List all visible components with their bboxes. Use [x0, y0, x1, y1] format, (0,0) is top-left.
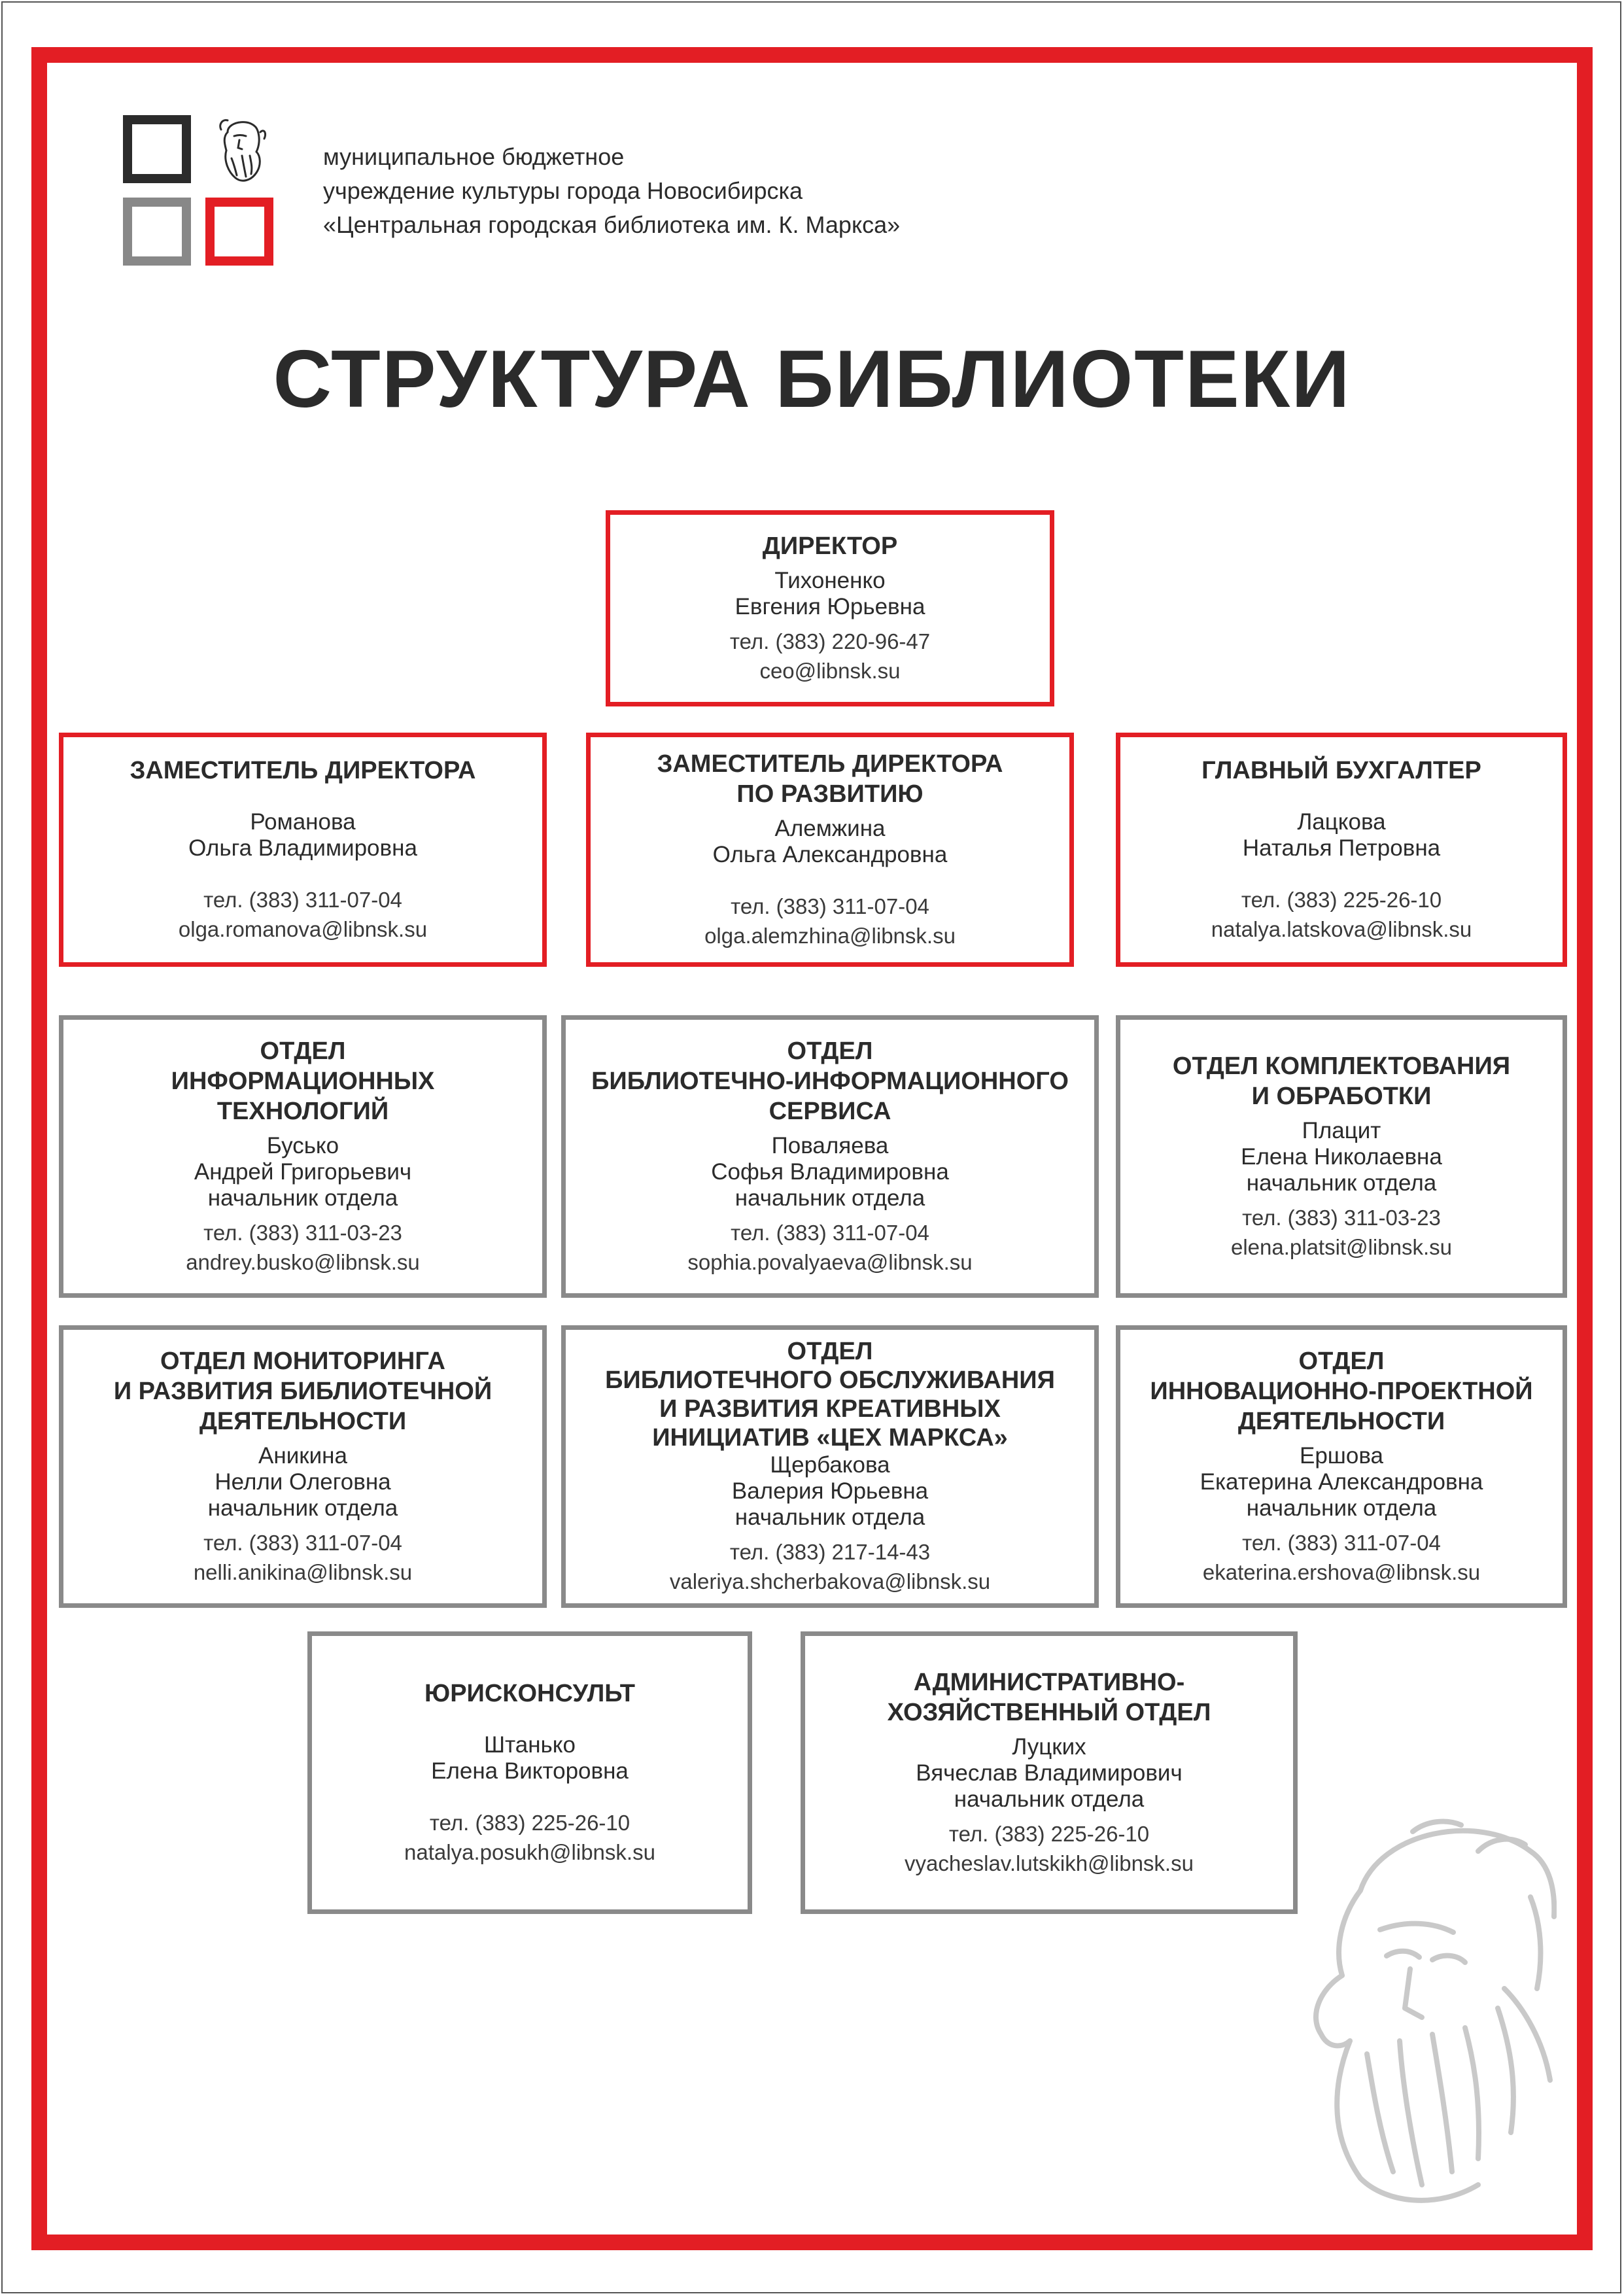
email-link[interactable]: olga.romanova@libnsk.su	[178, 917, 428, 941]
box-title: ПО РАЗВИТИЮ	[736, 780, 924, 808]
person-name: Елена Викторовна	[431, 1758, 629, 1784]
box-title: ДЕЯТЕЛЬНОСТИ	[199, 1408, 407, 1435]
page-title: СТРУКТУРА БИБЛИОТЕКИ	[273, 334, 1351, 425]
box-title: ОТДЕЛ МОНИТОРИНГА	[160, 1348, 445, 1375]
person-surname: Ершова	[1299, 1443, 1384, 1469]
person-surname: Алемжина	[774, 816, 886, 841]
phone: тел. (383) 217-14-43	[729, 1540, 931, 1564]
person-name: Наталья Петровна	[1242, 835, 1441, 861]
box-title: ОТДЕЛ	[787, 1338, 873, 1365]
phone: тел. (383) 311-07-04	[731, 894, 929, 918]
email-link[interactable]: nelli.anikina@libnsk.su	[193, 1560, 413, 1584]
person-name: Ольга Владимировна	[188, 835, 417, 861]
person-name: Ольга Александровна	[712, 842, 948, 867]
person-position: начальник отдела	[734, 1185, 925, 1211]
email-link[interactable]: natalya.posukh@libnsk.su	[404, 1840, 655, 1864]
box-title: ГЛАВНЫЙ БУХГАЛТЕР	[1201, 757, 1481, 784]
it-department-box	[59, 1015, 547, 1298]
person-position: начальник отдела	[734, 1505, 925, 1530]
logo-square-dark	[123, 115, 191, 183]
person-surname: Луцких	[1012, 1734, 1086, 1760]
box-title: ОТДЕЛ	[787, 1037, 873, 1065]
person-surname: Лацкова	[1297, 809, 1386, 835]
person-surname: Щербакова	[770, 1452, 890, 1478]
person-position: начальник отдела	[954, 1786, 1145, 1812]
person-name: Софья Владимировна	[711, 1159, 949, 1185]
phone: тел. (383) 311-07-04	[731, 1221, 929, 1245]
org-line-2: учреждение культуры города Новосибирска	[323, 177, 803, 204]
marx-portrait-decoration-icon	[1282, 1792, 1557, 2211]
person-position: начальник отдела	[207, 1495, 398, 1521]
box-title: ИНИЦИАТИВ «ЦЕХ МАРКСА»	[652, 1424, 1008, 1452]
person-surname: Тихоненко	[774, 568, 886, 593]
email-link[interactable]: olga.alemzhina@libnsk.su	[704, 924, 956, 948]
person-name: Вячеслав Владимирович	[916, 1760, 1183, 1786]
box-title: И ОБРАБОТКИ	[1251, 1083, 1432, 1110]
box-title: ХОЗЯЙСТВЕННЫЙ ОТДЕЛ	[887, 1699, 1211, 1726]
email-link[interactable]: andrey.busko@libnsk.su	[186, 1250, 420, 1274]
phone: тел. (383) 311-07-04	[1242, 1531, 1441, 1555]
email-link[interactable]: natalya.latskova@libnsk.su	[1211, 917, 1472, 941]
administrative-department-box	[801, 1631, 1298, 1914]
innovation-department-box	[1116, 1325, 1567, 1608]
phone: тел. (383) 311-03-23	[1242, 1206, 1441, 1230]
phone: тел. (383) 220-96-47	[729, 629, 931, 653]
phone: тел. (383) 225-26-10	[429, 1811, 631, 1835]
person-position: начальник отдела	[1246, 1170, 1437, 1196]
org-line-3: «Центральная городская библиотека им. К. Маркса»	[323, 211, 901, 238]
box-title: ДИРЕКТОР	[762, 532, 898, 560]
person-surname: Бусько	[266, 1133, 339, 1158]
box-title: ЮРИСКОНСУЛЬТ	[424, 1680, 635, 1707]
person-surname: Поваляева	[771, 1133, 889, 1158]
legal-counsel-box	[307, 1631, 752, 1914]
email-link[interactable]: valeriya.shcherbakova@libnsk.su	[669, 1569, 991, 1593]
monitoring-department-box	[59, 1325, 547, 1608]
person-name: Елена Николаевна	[1241, 1144, 1442, 1170]
chief-accountant-box	[1116, 733, 1567, 967]
phone: тел. (383) 311-07-04	[203, 1531, 402, 1555]
phone: тел. (383) 311-03-23	[203, 1221, 402, 1245]
email-link[interactable]: sophia.povalyaeva@libnsk.su	[687, 1250, 973, 1274]
email-link[interactable]: ekaterina.ershova@libnsk.su	[1202, 1560, 1481, 1584]
person-name: Нелли Олеговна	[215, 1469, 391, 1495]
phone: тел. (383) 225-26-10	[1241, 888, 1442, 912]
person-name: Валерия Юрьевна	[731, 1478, 929, 1504]
logo-square-grey	[123, 198, 191, 266]
acquisition-department-box	[1116, 1015, 1567, 1298]
box-title: ИНФОРМАЦИОННЫХ	[171, 1068, 435, 1095]
organization-name	[323, 140, 900, 242]
person-surname: Романова	[250, 809, 356, 835]
library-service-box	[561, 1325, 1099, 1608]
person-name: Андрей Григорьевич	[194, 1159, 412, 1185]
box-title: ТЕХНОЛОГИЙ	[216, 1098, 389, 1125]
box-title: БИБЛИОТЕЧНОГО ОБСЛУЖИВАНИЯ	[605, 1366, 1055, 1394]
box-title: ОТДЕЛ	[260, 1037, 346, 1065]
library-info-service-box	[561, 1015, 1099, 1298]
box-title: ОТДЕЛ КОМПЛЕКТОВАНИЯ	[1172, 1052, 1511, 1080]
box-title: И РАЗВИТИЯ БИБЛИОТЕЧНОЙ	[113, 1378, 492, 1405]
marx-portrait-icon	[208, 113, 273, 186]
phone: тел. (383) 311-07-04	[203, 888, 402, 912]
person-surname: Плацит	[1302, 1118, 1381, 1143]
person-name: Евгения Юрьевна	[734, 594, 925, 619]
box-title: БИБЛИОТЕЧНО-ИНФОРМАЦИОННОГО	[591, 1068, 1069, 1095]
person-surname: Аникина	[258, 1443, 347, 1469]
director-box	[606, 510, 1054, 706]
phone: тел. (383) 225-26-10	[948, 1822, 1150, 1846]
email-link[interactable]: vyacheslav.lutskikh@libnsk.su	[905, 1851, 1194, 1875]
box-title: ДЕЯТЕЛЬНОСТИ	[1237, 1408, 1445, 1435]
email-link[interactable]: ceo@libnsk.su	[759, 659, 901, 683]
person-position: начальник отдела	[207, 1185, 398, 1211]
org-line-1: муниципальное бюджетное	[323, 143, 625, 170]
box-title: СЕРВИСА	[769, 1098, 891, 1125]
box-title: И РАЗВИТИЯ КРЕАТИВНЫХ	[659, 1395, 1001, 1423]
deputy-director-box	[59, 733, 547, 967]
box-title: ЗАМЕСТИТЕЛЬ ДИРЕКТОРА	[657, 750, 1003, 778]
email-link[interactable]: elena.platsit@libnsk.su	[1230, 1235, 1452, 1259]
person-name: Екатерина Александровна	[1200, 1469, 1483, 1495]
box-title: АДМИНИСТРАТИВНО-	[913, 1669, 1185, 1696]
deputy-development-box	[586, 733, 1074, 967]
box-title: ОТДЕЛ	[1298, 1348, 1385, 1375]
box-title: ИННОВАЦИОННО-ПРОЕКТНОЙ	[1150, 1378, 1533, 1405]
person-surname: Штанько	[484, 1732, 576, 1758]
box-title: ЗАМЕСТИТЕЛЬ ДИРЕКТОРА	[130, 757, 476, 784]
person-position: начальник отдела	[1246, 1495, 1437, 1521]
logo-square-red	[205, 198, 273, 266]
